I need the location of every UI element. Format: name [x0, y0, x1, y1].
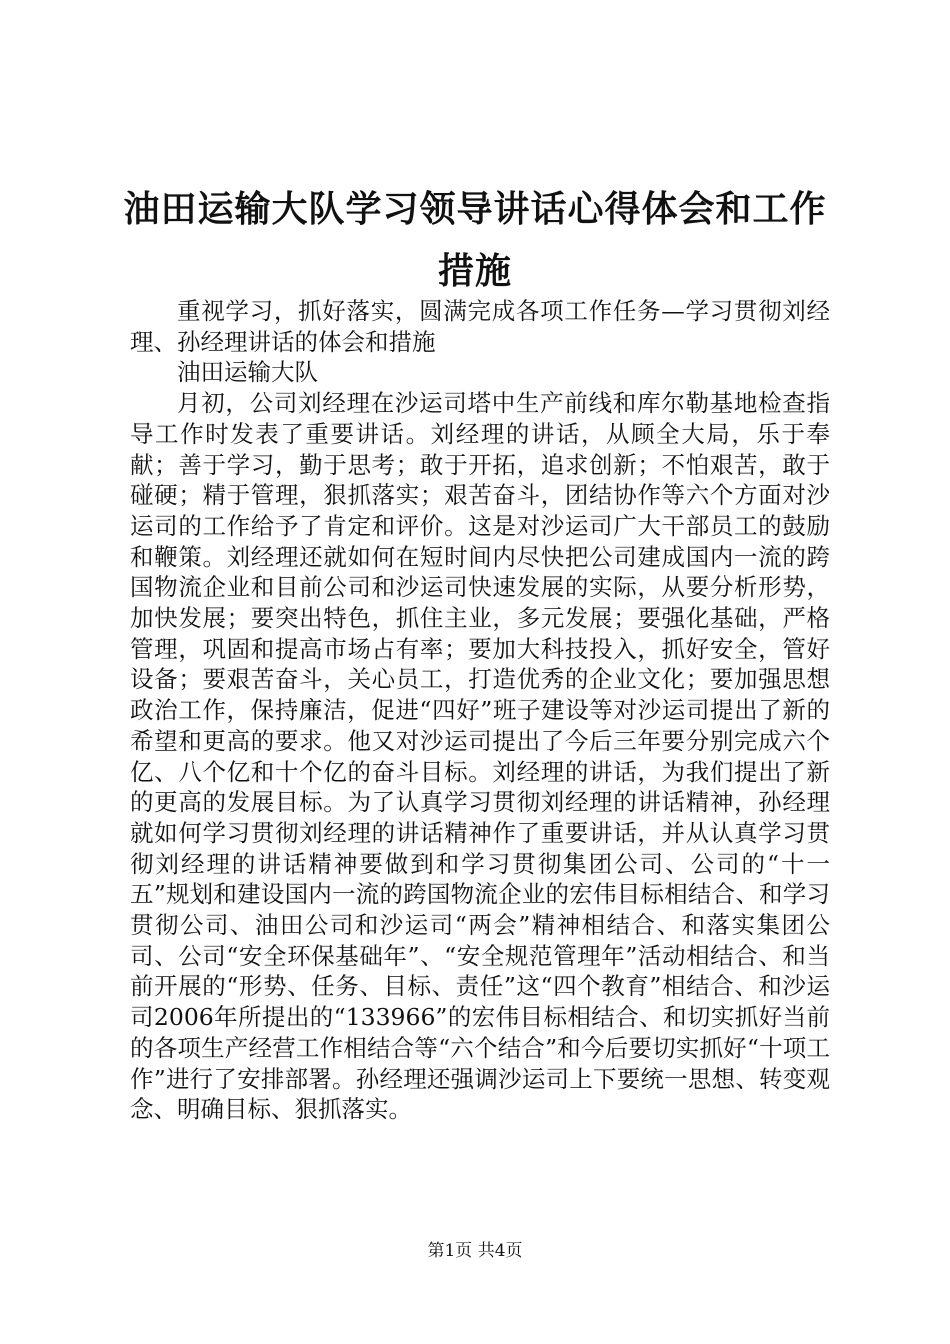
document-title: 油田运输大队学习领导讲话心得体会和工作措施	[123, 188, 827, 292]
document-body	[130, 296, 830, 1125]
page-footer: 第1页 共4页	[427, 1241, 523, 1261]
document-subtitle: 重视学习，抓好落实，圆满完成各项工作任务—学习贯彻刘经理、孙经理讲话的体会和措施	[130, 297, 830, 356]
document-author: 油田运输大队	[177, 358, 318, 387]
body-paragraph: 月初，公司刘经理在沙运司塔中生产前线和库尔勒基地检查指导工作时发表了重要讲话。刘经理的讲话，从顾全大局，乐于奉献；善于学习，勤于思考；敢于开拓，追求创新；不怕艰苦，敢于碰硬；精于管理，狠抓落实；艰苦奋斗，团结协作等六个方面对沙运司的工作给予了肯定和评价。这是对沙运司广大干部员工的鼓励和鞭策。刘经理还就如何在短时间内尽快把公司建成国内一流的跨国物流企业和目前公司和沙运司快速发展的实际，从要分析形势，加快发展；要突出特色，抓住主业，多元发展；要强化基础，严格管理，巩固和提高市场占有率；要加大科技投入，抓好安全，管好设备；要艰苦奋斗，关心员工，打造优秀的企业文化；要加强思想政治工作，保持廉洁，促进“四好”班子建设等对沙运司提出了新的希望和更高的要求。他又对沙运司提出了今后三年要分别完成六个亿、八个亿和十个亿的奋斗目标。刘经理的讲话，为我们提出了新的更高的发展目标。为了认真学习贯彻刘经理的讲话精神，孙经理就如何学习贯彻刘经理的讲话精神作了重要讲话，并从认真学习贯彻刘经理的讲话精神要做到和学习贯彻集团公司、公司的“十一五”规划和建设国内一流的跨国物流企业的宏伟目标相结合、和学习贯彻公司、油田公司和沙运司“两会”精神相结合、和落实集团公司、公司“安全环保基础年”、“安全规范管理年”活动相结合、和当前开展的“形势、任务、目标、责任”这“四个教育”相结合、和沙运司2006年所提出的“133966”的宏伟目标相结合、和切实抓好当前的各项生产经营工作相结合等“六个结合”和今后要切实抓好“十项工作”进行了安排部署。孙经理还强调沙运司上下要统一思想、转变观念、明确目标、狠抓落实。	[130, 389, 830, 1124]
